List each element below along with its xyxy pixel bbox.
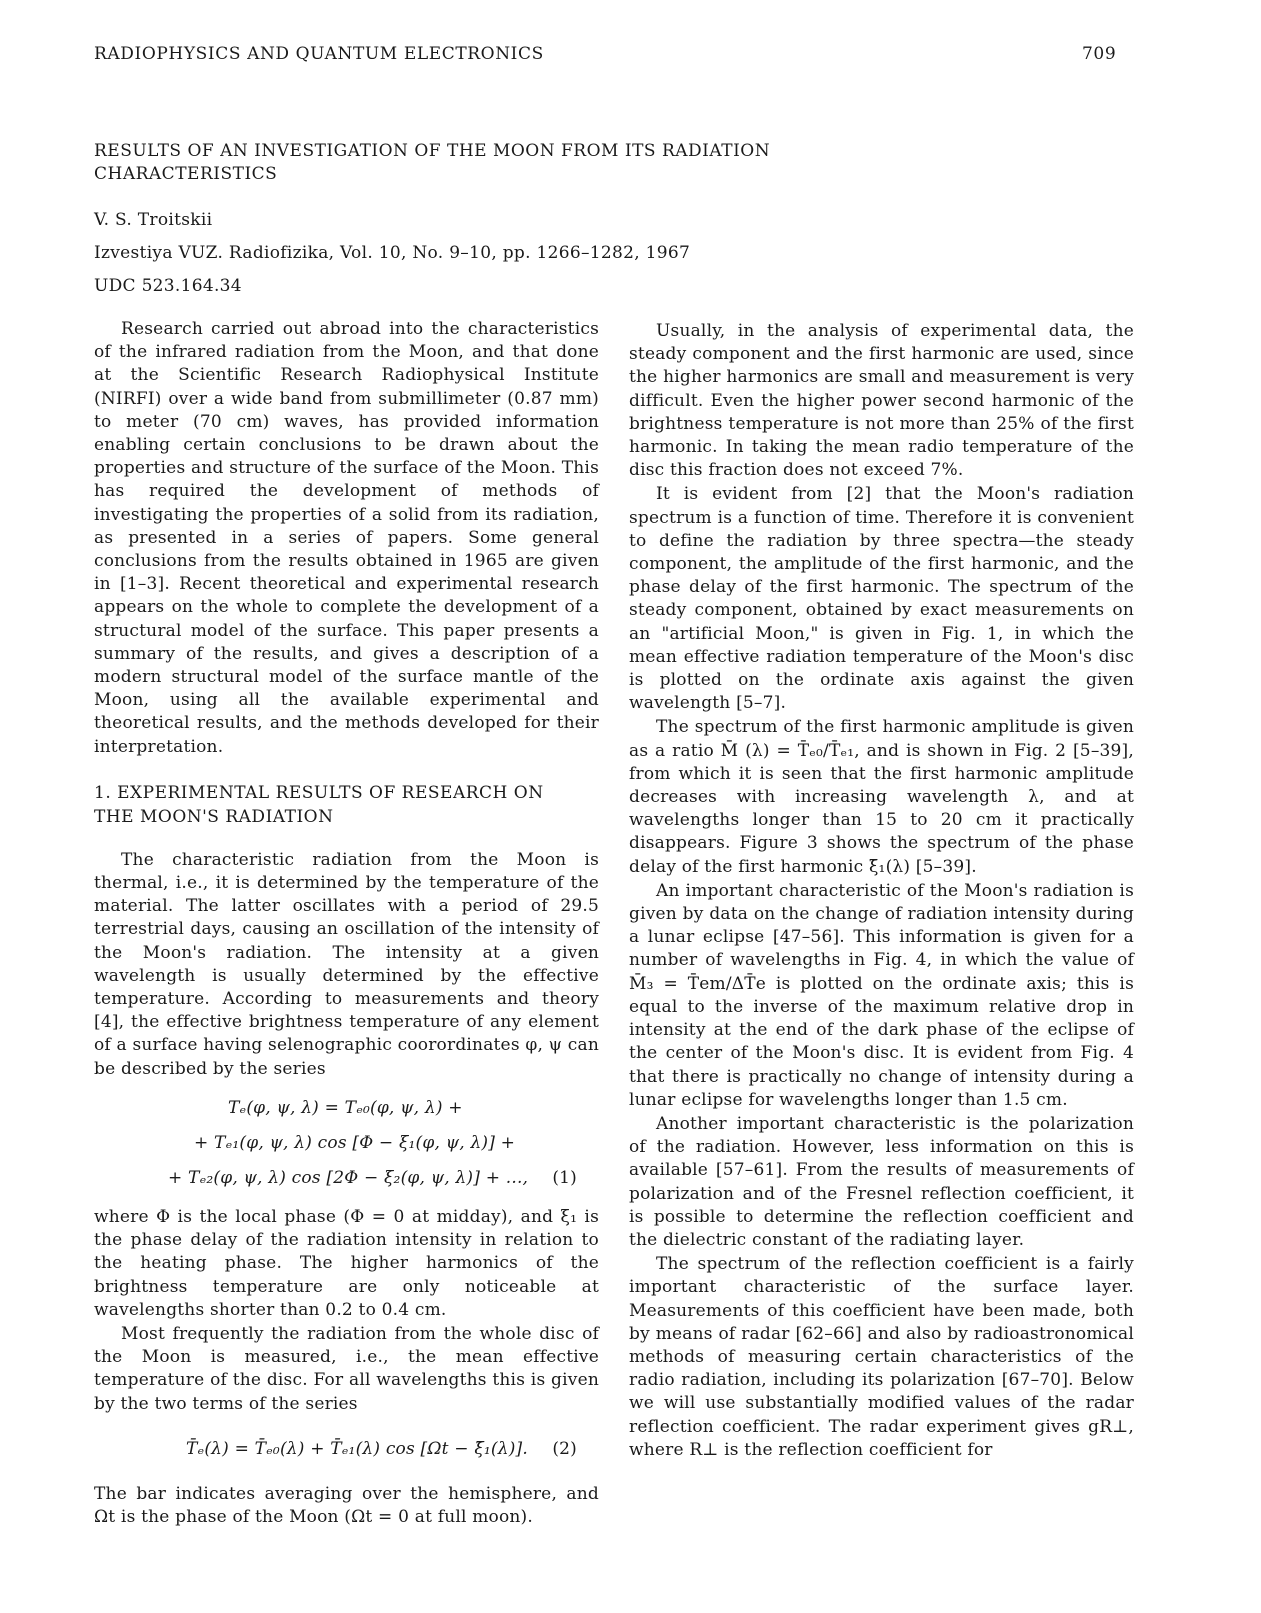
article-title (94, 140, 770, 186)
equation-number: (2) (552, 1438, 577, 1459)
paragraph: The characteristic radiation from the Moon is thermal, i.e., it is determined by the temperature of the material. The latter oscillates with a period of 29.5 terrestrial days, causing an oscillation of the intensity of the Moon's radiation. The intensity at a given wavelength is usually determined by the effective temperature. According to measurements and theory [4], the effective brightness temperature of any element of a surface having selenographic coorordinates φ, ψ can be described by the series (94, 849, 599, 1079)
paragraph: Another important characteristic is the polarization of the radiation. However, less information on this is available [57–61]. From the results of measurements of polarization and of the Fresnel reflection coefficient, it is possible to determine the reflection coefficient and the dielectric constant of the radiating layer. (629, 1113, 1134, 1250)
equation-1 (94, 1091, 599, 1196)
citation: Izvestiya VUZ. Radiofizika, Vol. 10, No. 9–10, pp. 1266–1282, 1967 (94, 243, 691, 263)
page-number: 709 (1082, 44, 1117, 64)
paragraph: An important characteristic of the Moon's radiation is given by data on the change of radiation intensity during a lunar eclipse [47–56]. This information is given for a number of wavelengths in Fig. 4, in which the value of M̄₃ = T̄em/ΔT̄e is plotted on the ordinate axis; this is equal to the inverse of the maximum relative drop in intensity at the end of the dark phase of the eclipse of the center of the Moon's disc. It is evident from Fig. 4 that there is practically no change of intensity during a lunar eclipse for wavelengths longer than 1.5 cm. (629, 880, 1134, 1110)
paragraph: The spectrum of the first harmonic amplitude is given as a ratio M̄ (λ) = T̄ₑ₀/T̄ₑ₁, and is shown in Fig. 2 [5–39], from which it is seen that the first harmonic amplitude decreases with increasing wavelength λ, and at wavelengths longer than 15 to 20 cm it practically disappears. Figure 3 shows the spectrum of the phase delay of the first harmonic ξ̄₁(λ) [5–39]. (629, 717, 1134, 877)
heading-line: 1. EXPERIMENTAL RESULTS OF RESEARCH ON (94, 782, 544, 803)
right-column (629, 320, 1134, 1462)
paragraph: It is evident from [2] that the Moon's radiation spectrum is a function of time. Therefore it is convenient to define the radiation by three spectra—the steady component, the amplitude of the first harmonic, and the phase delay of the first harmonic. The spectrum of the steady component, obtained by exact measurements on an "artificial Moon," is given in Fig. 1, in which the mean effective radiation temperature of the Moon's disc is plotted on the ordinate axis against the given wavelength [5–7]. (629, 484, 1134, 714)
left-column (94, 318, 599, 1529)
title-line: RESULTS OF AN INVESTIGATION OF THE MOON FROM ITS RADIATION (94, 141, 771, 161)
paragraph: The spectrum of the reflection coefficient is a fairly important characteristic of the surface layer. Measurements of this coefficient have been made, both by means of radar [62–66] and also by radioastronomical methods of measuring certain characteristics of the radio radiation, including its polarization [67–70]. Below we will use substantially modified values of the radar reflection coefficient. The radar experiment gives gR⊥, where R⊥ is the reflection coefficient for (629, 1254, 1134, 1460)
equation-line: + Tₑ₁(φ, ψ, λ) cos [Φ − ξ₁(φ, ψ, λ)] + (194, 1132, 516, 1153)
author: V. S. Troitskii (94, 210, 213, 230)
equation-line: T̄ₑ(λ) = T̄ₑ₀(λ) + T̄ₑ₁(λ) cos [Ωt − ξ̄₁(λ)]. (186, 1438, 528, 1459)
equation-line: + Tₑ₂(φ, ψ, λ) cos [2Φ − ξ₂(φ, ψ, λ)] + ..., (168, 1167, 529, 1188)
heading-line: THE MOON'S RADIATION (94, 806, 334, 827)
equation-number: (1) (552, 1167, 577, 1188)
equation-2 (94, 1432, 599, 1467)
title-line: CHARACTERISTICS (94, 164, 278, 184)
section-heading (94, 781, 599, 829)
paragraph: Usually, in the analysis of experimental data, the steady component and the first harmonic are used, since the higher harmonics are small and measurement is very difficult. Even the higher power second harmonic of the brightness temperature is not more than 25% of the first harmonic. In taking the mean radio temperature of the disc this fraction does not exceed 7%. (629, 321, 1134, 481)
paragraph: Research carried out abroad into the characteristics of the infrared radiation from the Moon, and that done at the Scientific Research Radiophysical Institute (NIRFI) over a wide band from submillimeter (0.87 mm) to meter (70 cm) waves, has provided information enabling certain conclusions to be drawn about the properties and structure of the surface of the Moon. This has required the development of methods of investigating the properties of a solid from its radiation, as presented in a series of papers. Some general conclusions from the results obtained in 1965 are given in [1–3]. Recent theoretical and experimental research appears on the whole to complete the development of a structural model of the surface. This paper presents a summary of the results, and gives a description of a modern structural model of the surface mantle of the Moon, using all the available experimental and theoretical results, and the methods developed for their interpretation. (94, 319, 599, 757)
equation-line: Tₑ(φ, ψ, λ) = Tₑ₀(φ, ψ, λ) + (228, 1097, 463, 1118)
paragraph: The bar indicates averaging over the hemisphere, and Ωt is the phase of the Moon (Ωt = 0 at full moon). (94, 1483, 599, 1527)
udc-code: UDC 523.164.34 (94, 276, 242, 296)
paragraph: Most frequently the radiation from the whole disc of the Moon is measured, i.e., the mean effective temperature of the disc. For all wavelengths this is given by the two terms of the series (94, 1323, 599, 1414)
paragraph: where Φ is the local phase (Φ = 0 at midday), and ξ₁ is the phase delay of the radiation intensity in relation to the heating phase. The higher harmonics of the brightness temperature are only noticeable at wavelengths shorter than 0.2 to 0.4 cm. (94, 1206, 599, 1320)
journal-header: RADIOPHYSICS AND QUANTUM ELECTRONICS (94, 44, 544, 64)
